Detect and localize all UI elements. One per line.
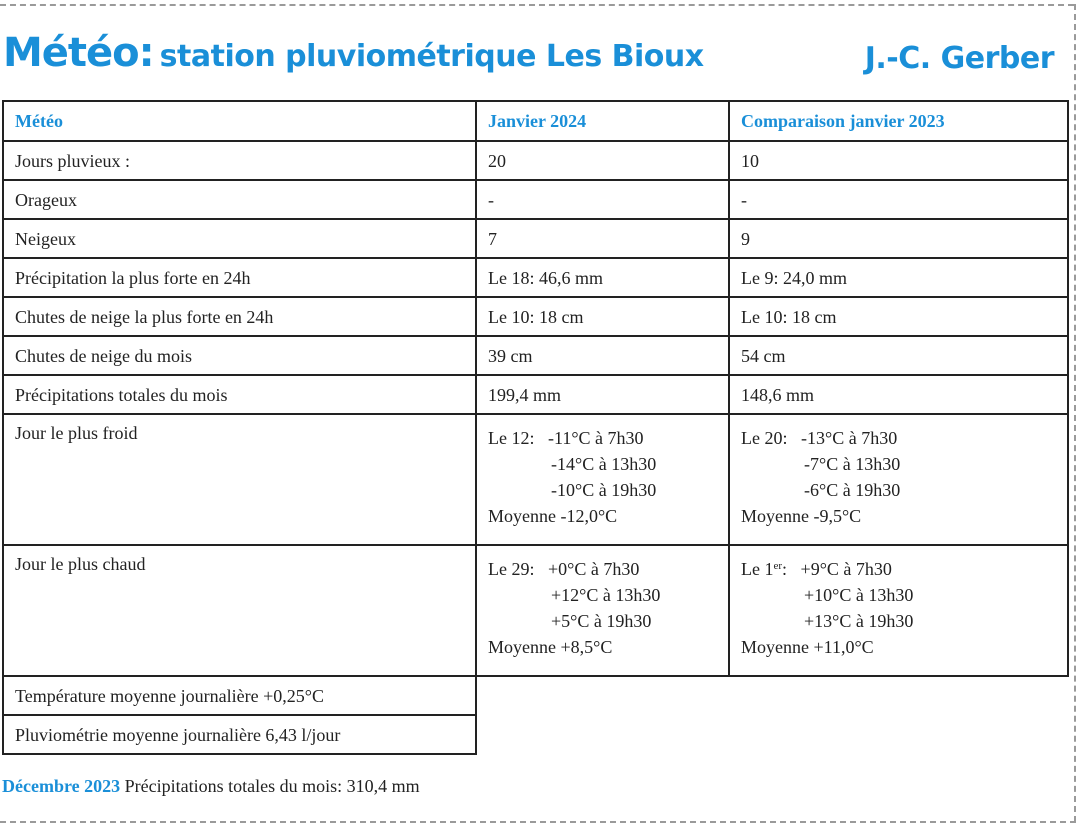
title-main: Météo: [3, 30, 154, 76]
cell-jan2023: - [729, 180, 1068, 219]
table-header-row [3, 101, 1068, 141]
hottest-temp-evening: +13°C à 19h30 [804, 611, 914, 631]
coldest-temp-noon: -7°C à 13h30 [804, 454, 901, 474]
dashed-border-top [0, 4, 1074, 6]
row-label: Neigeux [3, 219, 476, 258]
cell-jan2024: 7 [476, 219, 729, 258]
row-label: Jours pluvieux : [3, 141, 476, 180]
row-label: Précipitation la plus forte en 24h [3, 258, 476, 297]
footer-note [2, 776, 420, 797]
coldest-temp-morning: -11°C à 7h30 [548, 428, 644, 448]
row-label: Chutes de neige la plus forte en 24h [3, 297, 476, 336]
cell-jan2024: 20 [476, 141, 729, 180]
coldest-temp-noon: -14°C à 13h30 [551, 454, 657, 474]
page-title [3, 30, 704, 76]
coldest-average: Moyenne -9,5°C [741, 506, 862, 526]
cell-jan2023: 54 cm [729, 336, 1068, 375]
hottest-temp-noon: +12°C à 13h30 [551, 585, 661, 605]
table-row [3, 375, 1068, 414]
cell-jan2023: Le 10: 18 cm [729, 297, 1068, 336]
hottest-temp-morning: +0°C à 7h30 [548, 559, 640, 579]
row-label: Précipitations totales du mois [3, 375, 476, 414]
cell-jan2023: 148,6 mm [729, 375, 1068, 414]
cell-jan2023: Le 9: 24,0 mm [729, 258, 1068, 297]
table-row [3, 180, 1068, 219]
cell-coldest-jan2024 [476, 414, 729, 545]
cell-jan2023: 10 [729, 141, 1068, 180]
table-row [3, 141, 1068, 180]
table-row [3, 258, 1068, 297]
coldest-day: Le 20: [741, 428, 788, 448]
column-header-jan2023: Comparaison janvier 2023 [729, 101, 1068, 141]
cell-jan2024: Le 10: 18 cm [476, 297, 729, 336]
table-row-coldest [3, 414, 1068, 545]
table-row [3, 219, 1068, 258]
avg-rain-cell: Pluviométrie moyenne journalière 6,43 l/jour [3, 715, 476, 754]
footer-text: Précipitations totales du mois: 310,4 mm [124, 776, 420, 796]
title-sub: station pluviométrique Les Bioux [159, 39, 704, 74]
hottest-temp-noon: +10°C à 13h30 [804, 585, 914, 605]
cell-coldest-jan2023 [729, 414, 1068, 545]
cell-jan2024: Le 18: 46,6 mm [476, 258, 729, 297]
hottest-average: Moyenne +8,5°C [488, 637, 613, 657]
dashed-border-bottom [0, 821, 1076, 823]
table-row [3, 336, 1068, 375]
cell-jan2024: 199,4 mm [476, 375, 729, 414]
row-label: Orageux [3, 180, 476, 219]
coldest-average: Moyenne -12,0°C [488, 506, 618, 526]
coldest-day: Le 12: [488, 428, 535, 448]
coldest-temp-morning: -13°C à 7h30 [801, 428, 898, 448]
cell-hottest-jan2023 [729, 545, 1068, 676]
hottest-day: Le 1er: [741, 559, 788, 579]
hottest-temp-morning: +9°C à 7h30 [800, 559, 892, 579]
cell-jan2024: - [476, 180, 729, 219]
hottest-day: Le 29: [488, 559, 535, 579]
row-label: Chutes de neige du mois [3, 336, 476, 375]
avg-temp-cell: Température moyenne journalière +0,25°C [3, 676, 476, 715]
dashed-border-right [1074, 4, 1076, 822]
summary-row [3, 715, 1068, 754]
cell-hottest-jan2024 [476, 545, 729, 676]
cell-jan2024: 39 cm [476, 336, 729, 375]
cell-jan2023: 9 [729, 219, 1068, 258]
table-row [3, 297, 1068, 336]
row-label: Jour le plus froid [3, 414, 476, 545]
row-label: Jour le plus chaud [3, 545, 476, 676]
table-row-hottest [3, 545, 1068, 676]
coldest-temp-evening: -10°C à 19h30 [551, 480, 657, 500]
hottest-average: Moyenne +11,0°C [741, 637, 874, 657]
coldest-temp-evening: -6°C à 19h30 [804, 480, 901, 500]
column-header-meteo: Météo [3, 101, 476, 141]
column-header-jan2024: Janvier 2024 [476, 101, 729, 141]
footer-month: Décembre 2023 [2, 776, 121, 796]
summary-row [3, 676, 1068, 715]
hottest-temp-evening: +5°C à 19h30 [551, 611, 652, 631]
author: J.-C. Gerber [864, 41, 1054, 76]
weather-table [2, 100, 1069, 755]
